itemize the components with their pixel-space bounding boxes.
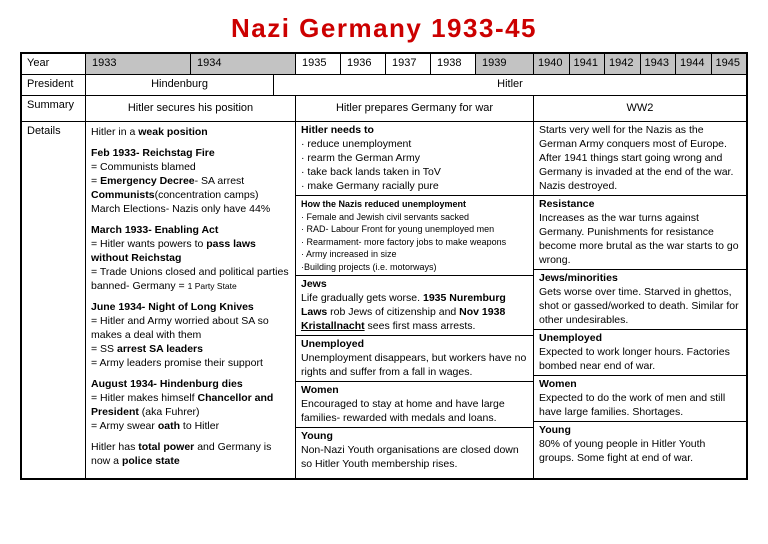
body-text: = SS [91, 343, 117, 355]
details-paragraph [91, 440, 291, 468]
year-cell-1936: 1936 [341, 54, 386, 74]
details-paragraph [91, 125, 291, 139]
text-line [301, 151, 529, 165]
body-text: · take back lands taken in ToV [301, 166, 441, 178]
emphasis-text: June 1934- Night of Long Knives [91, 301, 254, 313]
body-text: · make Germany racially pure [301, 180, 439, 192]
text-line [539, 123, 742, 193]
president-cells [86, 75, 746, 95]
body-text: Increases as the war turns against Germany. Punishments for resistance become more brutal as the war starts to go wrong. [539, 212, 739, 266]
body-text: · rearm the German Army [301, 152, 421, 164]
details-section [296, 196, 533, 276]
body-text: = Hitler wants powers to [91, 238, 207, 250]
row-label-summary: Summary [22, 96, 86, 121]
text-line [539, 377, 742, 391]
body-text: 80% of young people in Hitler Youth groups. Some fight at end of war. [539, 438, 706, 464]
year-cell-1938: 1938 [431, 54, 476, 74]
details-section [296, 276, 533, 336]
text-line [301, 248, 529, 261]
text-line [301, 179, 529, 193]
text-line [91, 377, 291, 391]
details-paragraph [91, 223, 291, 293]
summary-row [22, 96, 746, 122]
emphasis-text: Jews/minorities [539, 272, 618, 284]
text-line [91, 265, 291, 293]
body-text: = Army leaders promise their support [91, 357, 263, 369]
body-text: = Communists blamed [91, 161, 196, 173]
details-section [534, 122, 746, 196]
details-column-hitler-position [86, 122, 296, 478]
text-line [91, 237, 291, 265]
emphasis-text: Feb 1933- Reichstag Fire [91, 147, 215, 159]
body-text: Hitler in a [91, 126, 139, 138]
text-line [301, 165, 529, 179]
body-text: to Hitler [179, 420, 220, 432]
text-line [91, 300, 291, 314]
year-cell-1944: 1944 [676, 54, 712, 74]
emphasis-text: March 1933- Enabling Act [91, 224, 219, 236]
text-line [91, 314, 291, 342]
year-cell-1935: 1935 [296, 54, 341, 74]
details-section [296, 122, 533, 196]
president-cell-hitler: Hitler [497, 78, 523, 90]
emphasis-text: oath [157, 420, 180, 432]
body-text: = Hitler and Army worried about SA so makes a deal with them [91, 315, 269, 341]
emphasis-text: Communists [91, 189, 155, 201]
body-text: · Rearmament- more factory jobs to make weapons [301, 236, 507, 247]
president-row [22, 75, 746, 96]
body-text: sees first mass arrests. [364, 320, 476, 332]
text-line [301, 443, 529, 471]
year-row [22, 54, 746, 75]
body-text: Gets worse over time. Starved in ghettos, shot or gassed/worked to death. Similar for other undesirables. [539, 286, 739, 326]
emphasis-text: Kristallnacht [301, 320, 365, 332]
body-text: = Hitler makes himself [91, 392, 198, 404]
text-line [539, 331, 742, 345]
row-label-president: President [22, 75, 86, 95]
emphasis-text: total power [138, 441, 195, 453]
text-line [301, 211, 529, 224]
details-section [534, 376, 746, 422]
emphasis-text: 1 Party State [187, 281, 237, 291]
text-line [301, 261, 529, 274]
row-label-year: Year [22, 54, 86, 74]
emphasis-text: Women [539, 378, 577, 390]
emphasis-text: police state [121, 455, 180, 467]
text-line [301, 277, 529, 291]
emphasis-text: How the Nazis reduced unemployment [301, 199, 467, 209]
body-text: = Army swear [91, 420, 158, 432]
body-text: March Elections- Nazis only have 44% [91, 203, 271, 215]
body-text: · reduce unemployment [301, 138, 412, 150]
emphasis-text: weak position [138, 126, 208, 138]
text-line [539, 197, 742, 211]
emphasis-text: Chancellor and President [91, 392, 274, 418]
body-text: (concentration camps) [154, 189, 259, 201]
text-line [91, 125, 291, 139]
body-text: ·Building projects (i.e. motorways) [301, 261, 437, 272]
text-line [539, 211, 742, 267]
body-text: · Army increased in size [301, 249, 397, 259]
text-line [91, 419, 291, 433]
text-line [91, 356, 291, 370]
year-cell-1933: 1933 [86, 54, 191, 74]
emphasis-text: Jews [301, 278, 327, 290]
text-line [539, 345, 742, 373]
body-text: = Trade Unions closed and political parties banned- Germany = [91, 266, 289, 292]
text-line [91, 202, 291, 216]
details-section [296, 428, 533, 478]
emphasis-text: Nov 1938 [459, 306, 506, 318]
body-text: Hitler has [91, 441, 139, 453]
year-cell-1940: 1940 [534, 54, 570, 74]
emphasis-text: August 1934- Hindenburg dies [91, 378, 243, 390]
details-column-prepare-war [296, 122, 534, 478]
text-line [301, 198, 529, 211]
emphasis-text: 1935 Nuremburg Laws [301, 292, 506, 318]
details-section [534, 270, 746, 330]
body-text: Expected to work longer hours. Factories bombed near end of war. [539, 346, 730, 372]
year-cell-1934: 1934 [191, 54, 296, 74]
year-cell-1937: 1937 [386, 54, 431, 74]
text-line [301, 236, 529, 249]
details-section [534, 330, 746, 376]
text-line [539, 423, 742, 437]
summary-cell-1: Hitler secures his position [86, 96, 296, 121]
emphasis-text: Women [301, 384, 339, 396]
body-text: - SA arrest [194, 175, 245, 187]
body-text: Unemployment disappears, but workers have no rights and suffer from a fall in wages. [301, 352, 527, 378]
body-text: Expected to do the work of men and still have large families. Shortages. [539, 392, 726, 418]
body-text: Life gradually gets worse. [301, 292, 423, 304]
body-text: rob Jews of citizenship and [327, 306, 460, 318]
details-section [296, 336, 533, 382]
text-line [539, 391, 742, 419]
text-line [301, 351, 529, 379]
president-cell-hindenburg: Hindenburg [86, 75, 274, 95]
emphasis-text: Hitler needs to [301, 124, 374, 136]
details-paragraph [91, 377, 291, 433]
body-text: Non-Nazi Youth organisations are closed down so Hitler Youth membership rises. [301, 444, 519, 470]
details-paragraph [91, 146, 291, 216]
summary-cell-2: Hitler prepares Germany for war [296, 96, 534, 121]
text-line [301, 337, 529, 351]
text-line [539, 285, 742, 327]
emphasis-text: Emergency Decree [100, 175, 195, 187]
text-line [301, 429, 529, 443]
emphasis-text: Unemployed [301, 338, 365, 350]
year-cell-1939: 1939 [476, 54, 534, 74]
year-cell-1942: 1942 [605, 54, 641, 74]
details-row [22, 122, 746, 478]
summary-cell-3: WW2 [626, 102, 654, 114]
text-line [91, 391, 291, 419]
emphasis-text: Resistance [539, 198, 595, 210]
details-paragraph [91, 300, 291, 370]
details-section [534, 422, 746, 478]
row-label-details: Details [22, 122, 86, 478]
emphasis-text: pass laws without Reichstag [91, 238, 256, 264]
emphasis-text: Young [301, 430, 333, 442]
text-line [91, 146, 291, 160]
details-column-ww2 [534, 122, 746, 478]
year-cells [86, 54, 746, 74]
text-line [91, 342, 291, 356]
text-line [301, 291, 529, 333]
text-line [301, 223, 529, 236]
year-cell-1945: 1945 [712, 54, 747, 74]
year-cell-1943: 1943 [641, 54, 677, 74]
body-text: Starts very well for the Nazis as the German Army conquers most of Europe. After 1941 things start going wrong and Germany is invaded at the end of the war. Nazis destroyed. [539, 124, 734, 192]
emphasis-text: Unemployed [539, 332, 603, 344]
body-text: Encouraged to stay at home and have large families- rewarded with medals and loans. [301, 398, 505, 424]
body-text: = [91, 175, 101, 187]
emphasis-text: Young [539, 424, 571, 436]
details-section [534, 196, 746, 270]
text-line [539, 271, 742, 285]
text-line [301, 397, 529, 425]
text-line [91, 223, 291, 237]
text-line [301, 123, 529, 137]
year-cell-1941: 1941 [570, 54, 606, 74]
body-text: and Germany is now a [91, 441, 272, 467]
text-line [91, 174, 291, 202]
history-table [20, 52, 748, 480]
text-line [91, 160, 291, 174]
body-text: (aka Fuhrer) [138, 406, 200, 418]
summary-cells [86, 96, 746, 121]
text-line [301, 383, 529, 397]
text-line [301, 137, 529, 151]
page-title: Nazi Germany 1933-45 [230, 13, 538, 43]
emphasis-text: arrest SA leaders [116, 343, 203, 355]
body-text: · Female and Jewish civil servants sacked [301, 211, 470, 222]
body-text: · RAD- Labour Front for young unemployed men [301, 224, 495, 234]
text-line [91, 440, 291, 468]
text-line [539, 437, 742, 465]
details-section [296, 382, 533, 428]
